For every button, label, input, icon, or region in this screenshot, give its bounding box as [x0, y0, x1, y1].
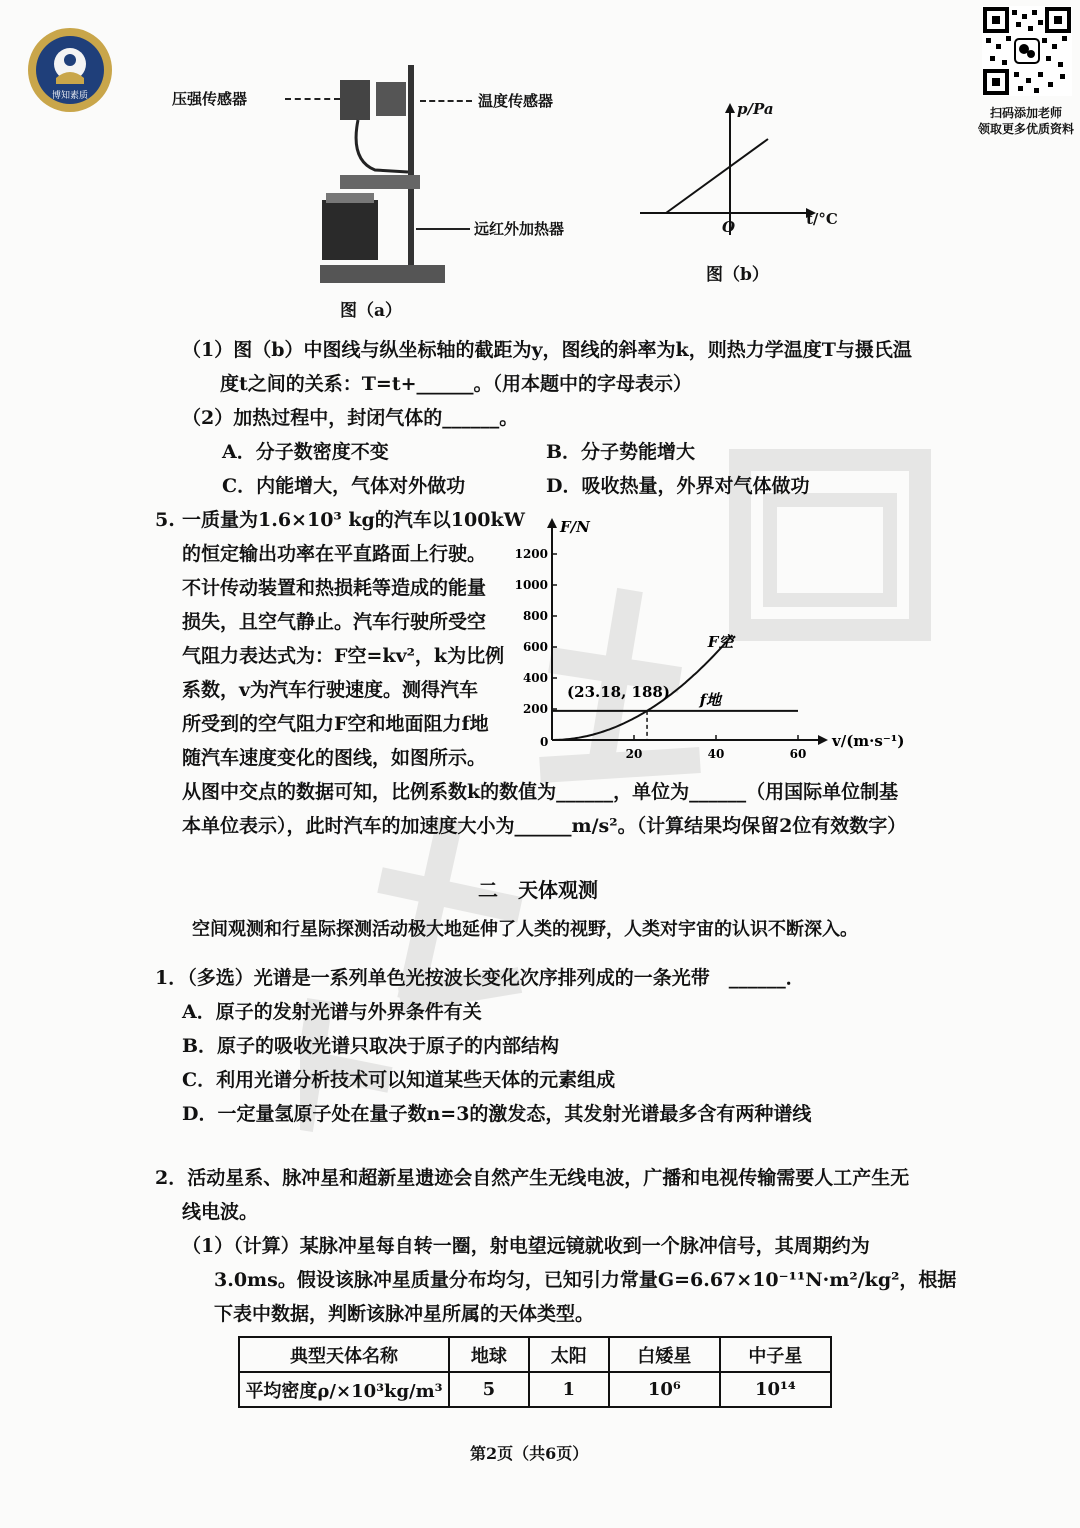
chart-y-label: F/N [560, 518, 590, 536]
y-tick-label: 200 [522, 702, 548, 716]
leader-pressure [285, 98, 340, 100]
q5-line-1: 一质量为1.6×10³ kg的汽车以100kW [182, 509, 525, 531]
force-speed-chart [510, 510, 910, 760]
table-header-cell: 太阳 [529, 1337, 609, 1372]
density-table [238, 1336, 832, 1408]
q5-tail-2: 本单位表示），此时汽车的加速度大小为______m/s²。（计算结果均保留2位有效数字） [182, 815, 907, 837]
figure-b-caption: 图（b） [706, 265, 769, 285]
table-cell: 10⁶ [609, 1372, 720, 1407]
table-header-cell: 中子星 [720, 1337, 831, 1372]
chart-x-arrow [818, 735, 828, 745]
table-header-cell: 典型天体名称 [239, 1337, 449, 1372]
q5-line-8: 随汽车速度变化的图线，如图所示。 [182, 747, 487, 769]
q5-line-6: 系数，v为汽车行驶速度。测得汽车 [182, 679, 479, 701]
s2-q2-sub1-3: 下表中数据，判断该脉冲星所属的天体类型。 [214, 1303, 595, 1325]
q4-option-b: B．分子势能增大 [546, 441, 696, 463]
label-temperature-sensor: 温度传感器 [478, 92, 554, 110]
table-cell: 1 [529, 1372, 609, 1407]
table-header-cell: 地球 [449, 1337, 529, 1372]
table-header-cell: 白矮星 [609, 1337, 720, 1372]
leader-heater [416, 228, 470, 230]
chart-air-label: F空 [707, 633, 734, 651]
table-cell: 5 [449, 1372, 529, 1407]
qr-code [982, 6, 1072, 96]
q5-line-5: 气阻力表达式为：F空=kv²，k为比例 [182, 645, 505, 667]
q4-option-a: A．分子数密度不变 [222, 441, 389, 463]
q4-option-c: C．内能增大，气体对外做功 [222, 475, 466, 497]
q5-number: 5. [155, 509, 175, 531]
table-row [239, 1372, 831, 1407]
chart-intersection-annotation: (23.18, 188) [567, 682, 670, 701]
chart-y-arrow [547, 518, 557, 528]
table-header-row [239, 1337, 831, 1372]
x-tick-label: 20 [625, 747, 643, 760]
figure-b-x-label: t/°C [806, 210, 838, 228]
s2-q2-stem-2: 线电波。 [182, 1201, 259, 1223]
s2-q2-stem-1: 2．活动星系、脉冲星和超新星遗迹会自然产生无线电波，广播和电视传输需要人工产生无 [155, 1167, 910, 1189]
s2-q1-option-a: A．原子的发射光谱与外界条件有关 [182, 1001, 482, 1023]
page-number: 第2页（共6页） [470, 1444, 589, 1463]
table-cell: 10¹⁴ [720, 1372, 831, 1407]
q5-line-2: 的恒定输出功率在平直路面上行驶。 [182, 543, 487, 565]
section2-title: 二 天体观测 [478, 878, 598, 902]
label-pressure-sensor: 压强传感器 [172, 90, 248, 108]
school-logo [26, 26, 114, 114]
chart-origin-label: 0 [540, 735, 549, 749]
figure-a-caption: 图（a） [340, 301, 403, 321]
chart-x-label: v/(m·s⁻¹) [832, 732, 905, 750]
leader-temperature [420, 100, 472, 102]
logo-text: 博知素质 [51, 91, 88, 101]
y-tick-label: 400 [522, 671, 548, 685]
y-tick-label: 800 [522, 609, 548, 623]
q5-line-7: 所受到的空气阻力F空和地面阻力f地 [182, 713, 489, 735]
q5-line-3: 不计传动装置和热损耗等造成的能量 [182, 577, 487, 599]
q5-tail-1: 从图中交点的数据可知，比例系数k的数值为______，单位为______（用国际单位制基 [182, 781, 899, 803]
label-heater: 远红外加热器 [474, 220, 565, 238]
figure-b-graph [630, 95, 830, 235]
x-tick-label: 60 [789, 747, 807, 760]
chart-ground-label: f地 [699, 690, 722, 709]
s2-q2-sub1-1: （1）（计算）某脉冲星每自转一圈，射电望远镜就收到一个脉冲信号，其周期约为 [182, 1235, 870, 1257]
x-tick-label: 40 [707, 747, 725, 760]
y-tick-label: 1000 [514, 578, 548, 592]
q5-line-4: 损失，且空气静止。汽车行驶所受空 [182, 611, 487, 633]
table-row-label: 平均密度ρ/×10³kg/m³ [239, 1372, 449, 1407]
figure-b-origin: O [722, 218, 736, 236]
figure-a-apparatus [280, 60, 450, 290]
qr-caption-1: 扫码添加老师 [990, 106, 1063, 120]
q4-sub1-line1: （1）图（b）中图线与纵坐标轴的截距为y，图线的斜率为k，则热力学温度T与摄氏温 [182, 339, 912, 361]
s2-q2-sub1-2: 3.0ms。假设该脉冲星质量分布均匀，已知引力常量G=6.67×10⁻¹¹N·m²/kg²，根据 [214, 1269, 957, 1291]
s2-q1-option-b: B．原子的吸收光谱只取决于原子的内部结构 [182, 1035, 560, 1057]
y-tick-label: 600 [522, 640, 548, 654]
s2-q1-stem: 1．（多选）光谱是一系列单色光按波长变化次序排列成的一条光带 ______． [155, 967, 805, 989]
qr-caption-2: 领取更多优质资料 [978, 122, 1075, 136]
section2-intro: 空间观测和行星际探测活动极大地延伸了人类的视野，人类对宇宙的认识不断深入。 [192, 919, 858, 940]
q4-sub1-line2: 度t之间的关系：T=t+______。（用本题中的字母表示） [220, 373, 693, 395]
s2-q1-option-d: D．一定量氢原子处在量子数n=3的激发态，其发射光谱最多含有两种谱线 [182, 1103, 812, 1125]
y-tick-label: 1200 [514, 547, 548, 561]
figure-b-y-label: p/Pa [737, 100, 774, 118]
q4-sub2: （2）加热过程中，封闭气体的______。 [182, 407, 519, 429]
s2-q1-option-c: C．利用光谱分析技术可以知道某些天体的元素组成 [182, 1069, 616, 1091]
q4-option-d: D．吸收热量，外界对气体做功 [546, 475, 810, 497]
